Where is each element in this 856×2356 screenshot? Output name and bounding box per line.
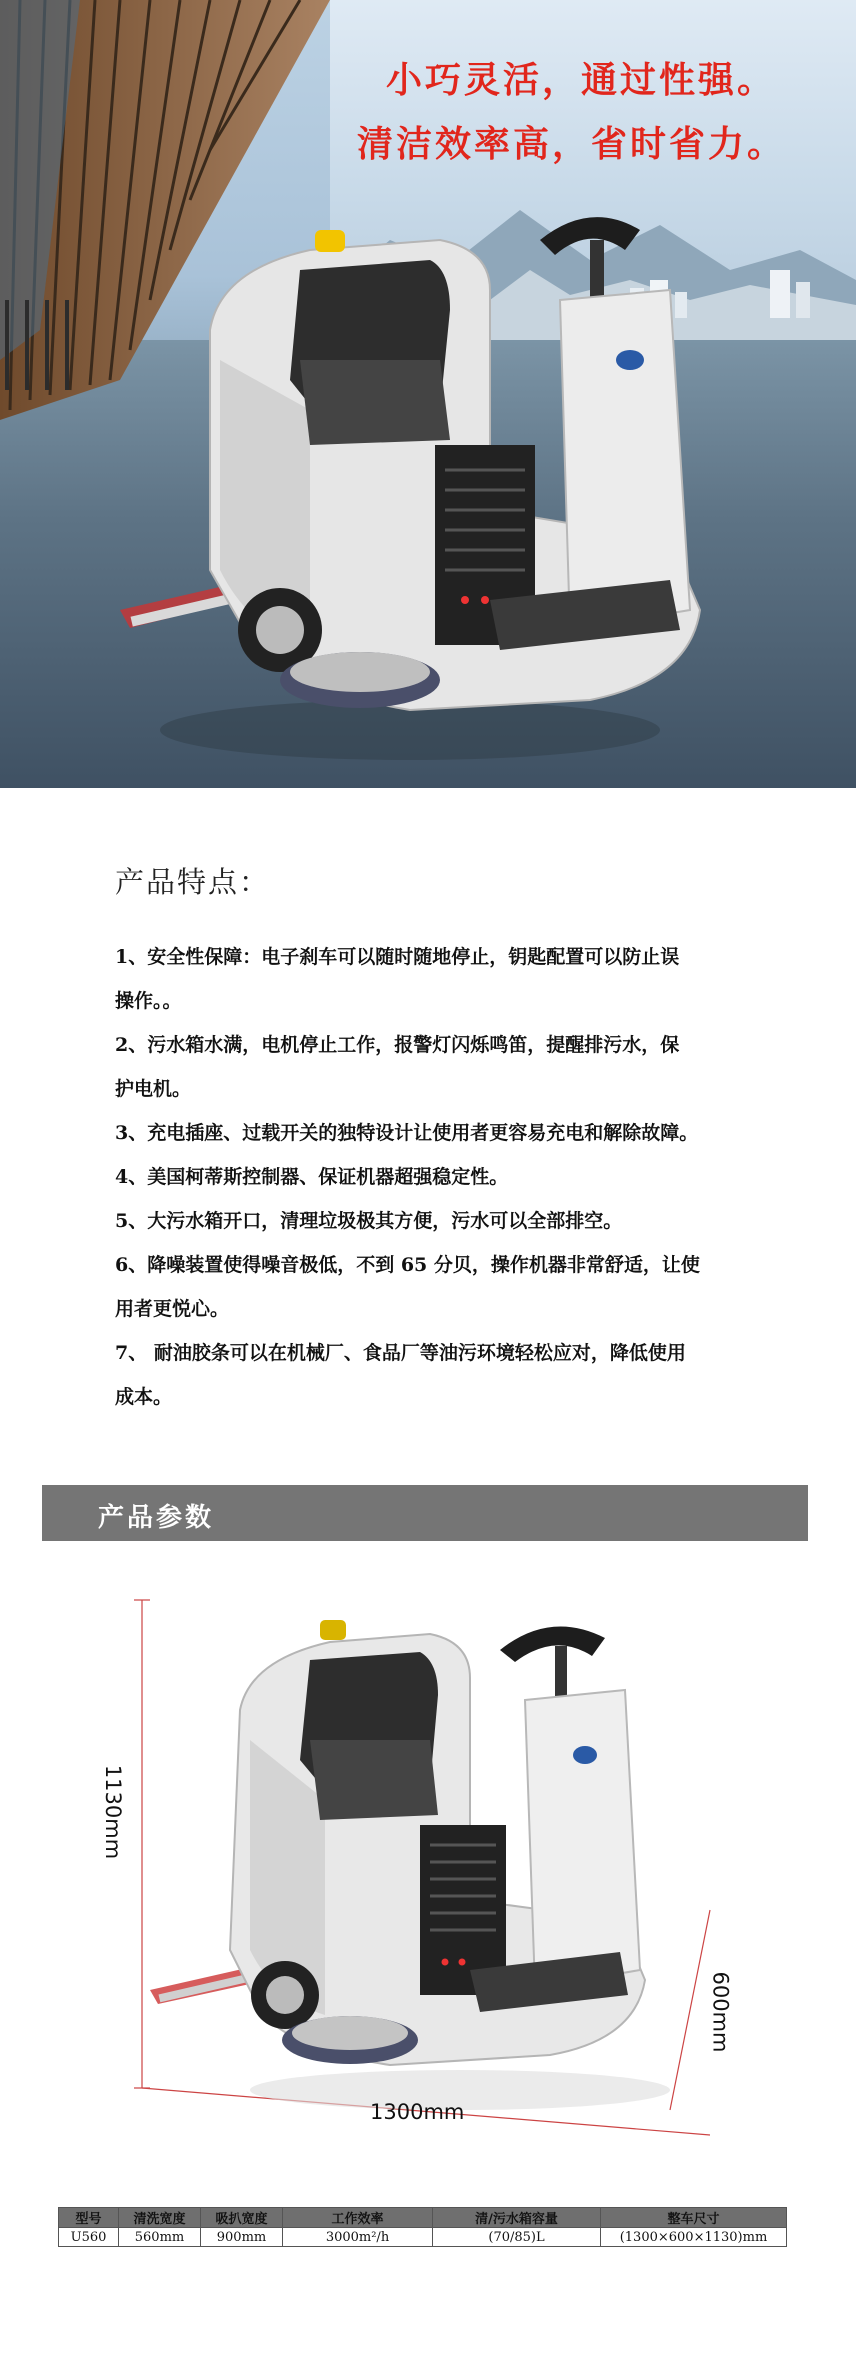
features-title: 产品特点： — [115, 865, 271, 899]
feature-line: 4、美国柯蒂斯控制器、保证机器超强稳定性。 — [115, 1166, 509, 1188]
height-dimension-label: 1130mm — [101, 1764, 126, 1860]
table-cell: (1300×600×1130)mm — [601, 2228, 787, 2247]
table-header-cell: 吸扒宽度 — [201, 2208, 283, 2228]
table-header-cell: 工作效率 — [283, 2208, 433, 2228]
spec-table — [58, 2207, 787, 2247]
feature-line: 操作。。 — [115, 990, 182, 1012]
feature-line: 护电机。 — [115, 1078, 192, 1100]
table-cell: 3000m²/h — [283, 2228, 433, 2247]
features-list — [115, 935, 735, 1419]
feature-line: 6、降噪装置使得噪音极低，不到 65 分贝，操作机器非常舒适，让使 — [115, 1254, 700, 1276]
feature-line: 1、安全性保障：电子刹车可以随时随地停止，钥匙配置可以防止误 — [115, 946, 680, 968]
feature-line: 成本。 — [115, 1386, 173, 1408]
length-dimension-label: 1300mm — [370, 2100, 465, 2124]
table-row — [59, 2228, 787, 2247]
params-section-header — [42, 1485, 808, 1541]
table-header-row — [59, 2208, 787, 2228]
machine-dimension-image — [100, 1590, 760, 2150]
width-dimension-label: 600mm — [708, 1971, 733, 2053]
hero-slogan-line2: 清洁效率高，省时省力。 — [356, 124, 786, 165]
table-cell: 900mm — [201, 2228, 283, 2247]
feature-line: 7、 耐油胶条可以在机械厂、食品厂等油污环境轻松应对，降低使用 — [115, 1342, 686, 1364]
floor-scrubber-machine-image — [110, 210, 710, 770]
table-header-cell: 整车尺寸 — [601, 2208, 787, 2228]
table-cell: 560mm — [119, 2228, 201, 2247]
table-header-cell: 型号 — [59, 2208, 119, 2228]
feature-line: 2、污水箱水满，电机停止工作，报警灯闪烁鸣笛，提醒排污水，保 — [115, 1034, 680, 1056]
table-header-cell: 清洗宽度 — [119, 2208, 201, 2228]
table-cell: U560 — [59, 2228, 119, 2247]
feature-line: 用者更悦心。 — [115, 1298, 230, 1320]
feature-line: 3、充电插座、过载开关的独特设计让使用者更容易充电和解除故障。 — [115, 1122, 699, 1144]
hero-slogan-line1: 小巧灵活，通过性强。 — [385, 60, 776, 101]
params-title: 产品参数 — [98, 1503, 215, 1533]
table-header-cell: 清/污水箱容量 — [433, 2208, 601, 2228]
feature-line: 5、大污水箱开口，清理垃圾极其方便，污水可以全部排空。 — [115, 1210, 623, 1232]
hero-banner — [0, 0, 856, 788]
dimension-diagram — [100, 1590, 760, 2150]
table-cell: (70/85)L — [433, 2228, 601, 2247]
